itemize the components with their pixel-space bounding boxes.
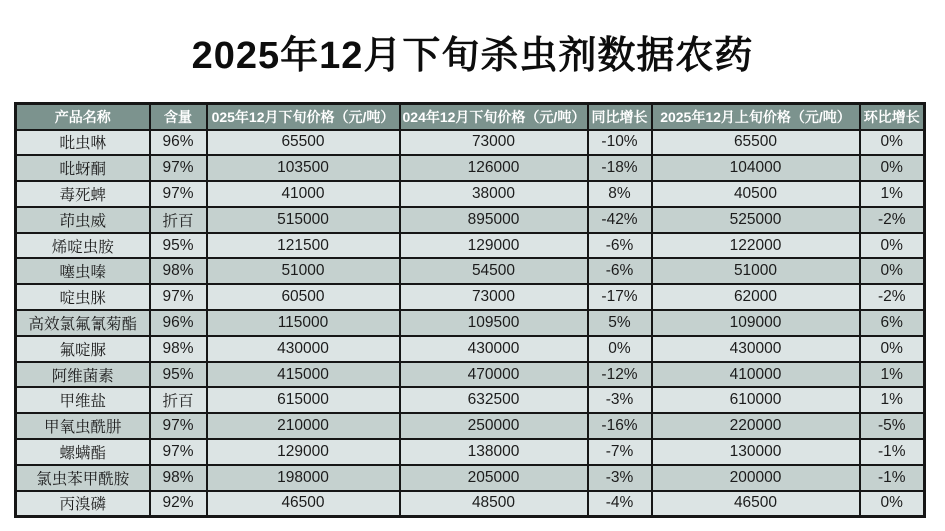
table-row <box>16 465 925 491</box>
table-cell: 109500 <box>400 310 588 336</box>
table-cell: 51000 <box>207 258 400 284</box>
table-cell: 97% <box>150 439 207 465</box>
table-cell: 1% <box>860 181 925 207</box>
table-row <box>16 491 925 517</box>
table-cell: 632500 <box>400 387 588 413</box>
column-header: 024年12月下旬价格（元/吨） <box>400 104 588 130</box>
table-cell: 73000 <box>400 284 588 310</box>
table-cell: 610000 <box>652 387 860 413</box>
table-cell: 0% <box>860 491 925 517</box>
table-cell: 515000 <box>207 207 400 233</box>
product-name-cell: 啶虫脒 <box>16 284 150 310</box>
table-cell: 40500 <box>652 181 860 207</box>
product-name-cell: 丙溴磷 <box>16 491 150 517</box>
table-cell: 430000 <box>207 336 400 362</box>
table-cell: 220000 <box>652 413 860 439</box>
table-cell: 98% <box>150 258 207 284</box>
table-cell: 62000 <box>652 284 860 310</box>
table-cell: 41000 <box>207 181 400 207</box>
table-cell: 109000 <box>652 310 860 336</box>
table-cell: 250000 <box>400 413 588 439</box>
table-row <box>16 155 925 181</box>
table-row <box>16 130 925 156</box>
table-cell: 104000 <box>652 155 860 181</box>
table-cell: 60500 <box>207 284 400 310</box>
table-cell: -3% <box>588 465 652 491</box>
table-cell: 95% <box>150 233 207 259</box>
table-cell: 0% <box>860 233 925 259</box>
product-name-cell: 茚虫威 <box>16 207 150 233</box>
column-header: 2025年12月上旬价格（元/吨） <box>652 104 860 130</box>
table-cell: 5% <box>588 310 652 336</box>
product-name-cell: 阿维菌素 <box>16 362 150 388</box>
table-cell: -1% <box>860 439 925 465</box>
table-body <box>16 130 925 517</box>
table-cell: 121500 <box>207 233 400 259</box>
table-cell: 410000 <box>652 362 860 388</box>
table-row <box>16 233 925 259</box>
table-cell: 130000 <box>652 439 860 465</box>
table-cell: -2% <box>860 284 925 310</box>
product-name-cell: 吡虫啉 <box>16 130 150 156</box>
table-cell: 210000 <box>207 413 400 439</box>
table-cell: 96% <box>150 130 207 156</box>
table-cell: 198000 <box>207 465 400 491</box>
table-cell: -17% <box>588 284 652 310</box>
table-cell: 0% <box>860 258 925 284</box>
table-cell: 0% <box>860 130 925 156</box>
table-cell: -7% <box>588 439 652 465</box>
table-cell: -6% <box>588 258 652 284</box>
table-cell: -1% <box>860 465 925 491</box>
table-cell: 115000 <box>207 310 400 336</box>
table-cell: -16% <box>588 413 652 439</box>
table-cell: -10% <box>588 130 652 156</box>
table-cell: -12% <box>588 362 652 388</box>
product-name-cell: 氯虫苯甲酰胺 <box>16 465 150 491</box>
table-cell: 615000 <box>207 387 400 413</box>
product-name-cell: 噻虫嗪 <box>16 258 150 284</box>
table-cell: 205000 <box>400 465 588 491</box>
table-cell: 0% <box>588 336 652 362</box>
table-row <box>16 362 925 388</box>
table-row <box>16 413 925 439</box>
product-name-cell: 毒死蜱 <box>16 181 150 207</box>
column-header: 025年12月下旬价格（元/吨） <box>207 104 400 130</box>
product-name-cell: 甲维盐 <box>16 387 150 413</box>
table-row <box>16 336 925 362</box>
table-row <box>16 387 925 413</box>
table-cell: 51000 <box>652 258 860 284</box>
table-cell: 1% <box>860 387 925 413</box>
product-name-cell: 吡蚜酮 <box>16 155 150 181</box>
table-cell: 65500 <box>652 130 860 156</box>
table-cell: 8% <box>588 181 652 207</box>
table-row <box>16 284 925 310</box>
table-cell: 折百 <box>150 207 207 233</box>
table-cell: -3% <box>588 387 652 413</box>
table-cell: 415000 <box>207 362 400 388</box>
table-cell: -18% <box>588 155 652 181</box>
pesticide-price-table <box>14 102 926 518</box>
table-cell: 6% <box>860 310 925 336</box>
page-title: 2025年12月下旬杀虫剂数据农药 <box>191 35 754 77</box>
table-cell: 138000 <box>400 439 588 465</box>
table-cell: -5% <box>860 413 925 439</box>
table-cell: 48500 <box>400 491 588 517</box>
table-cell: 98% <box>150 336 207 362</box>
table-cell: 97% <box>150 155 207 181</box>
table-cell: 96% <box>150 310 207 336</box>
table-cell: 98% <box>150 465 207 491</box>
product-name-cell: 烯啶虫胺 <box>16 233 150 259</box>
table-cell: -42% <box>588 207 652 233</box>
table-cell: 折百 <box>150 387 207 413</box>
table-cell: 200000 <box>652 465 860 491</box>
table-cell: 97% <box>150 181 207 207</box>
column-header: 同比增长 <box>588 104 652 130</box>
table-cell: 103500 <box>207 155 400 181</box>
product-name-cell: 氟啶脲 <box>16 336 150 362</box>
table-cell: 470000 <box>400 362 588 388</box>
table-cell: 126000 <box>400 155 588 181</box>
table-cell: 54500 <box>400 258 588 284</box>
table-cell: 73000 <box>400 130 588 156</box>
table-cell: 65500 <box>207 130 400 156</box>
table-cell: 46500 <box>652 491 860 517</box>
column-header: 环比增长 <box>860 104 925 130</box>
table-cell: 525000 <box>652 207 860 233</box>
table-row <box>16 207 925 233</box>
table-cell: -4% <box>588 491 652 517</box>
header-row <box>16 104 925 130</box>
table-row <box>16 310 925 336</box>
table-cell: 38000 <box>400 181 588 207</box>
table-cell: 95% <box>150 362 207 388</box>
table-cell: -2% <box>860 207 925 233</box>
column-header: 产品名称 <box>16 104 150 130</box>
column-header: 含量 <box>150 104 207 130</box>
product-name-cell: 螺螨酯 <box>16 439 150 465</box>
table-row <box>16 258 925 284</box>
table-cell: 97% <box>150 413 207 439</box>
table-row <box>16 181 925 207</box>
product-name-cell: 甲氧虫酰肼 <box>16 413 150 439</box>
table-cell: 92% <box>150 491 207 517</box>
table-cell: 122000 <box>652 233 860 259</box>
table-cell: 129000 <box>400 233 588 259</box>
table-cell: 0% <box>860 155 925 181</box>
table-cell: 97% <box>150 284 207 310</box>
table-row <box>16 439 925 465</box>
table-cell: 430000 <box>400 336 588 362</box>
table-cell: 129000 <box>207 439 400 465</box>
table-cell: 1% <box>860 362 925 388</box>
table-cell: -6% <box>588 233 652 259</box>
table-cell: 430000 <box>652 336 860 362</box>
table-cell: 46500 <box>207 491 400 517</box>
table-cell: 895000 <box>400 207 588 233</box>
table-cell: 0% <box>860 336 925 362</box>
product-name-cell: 高效氯氟氰菊酯 <box>16 310 150 336</box>
